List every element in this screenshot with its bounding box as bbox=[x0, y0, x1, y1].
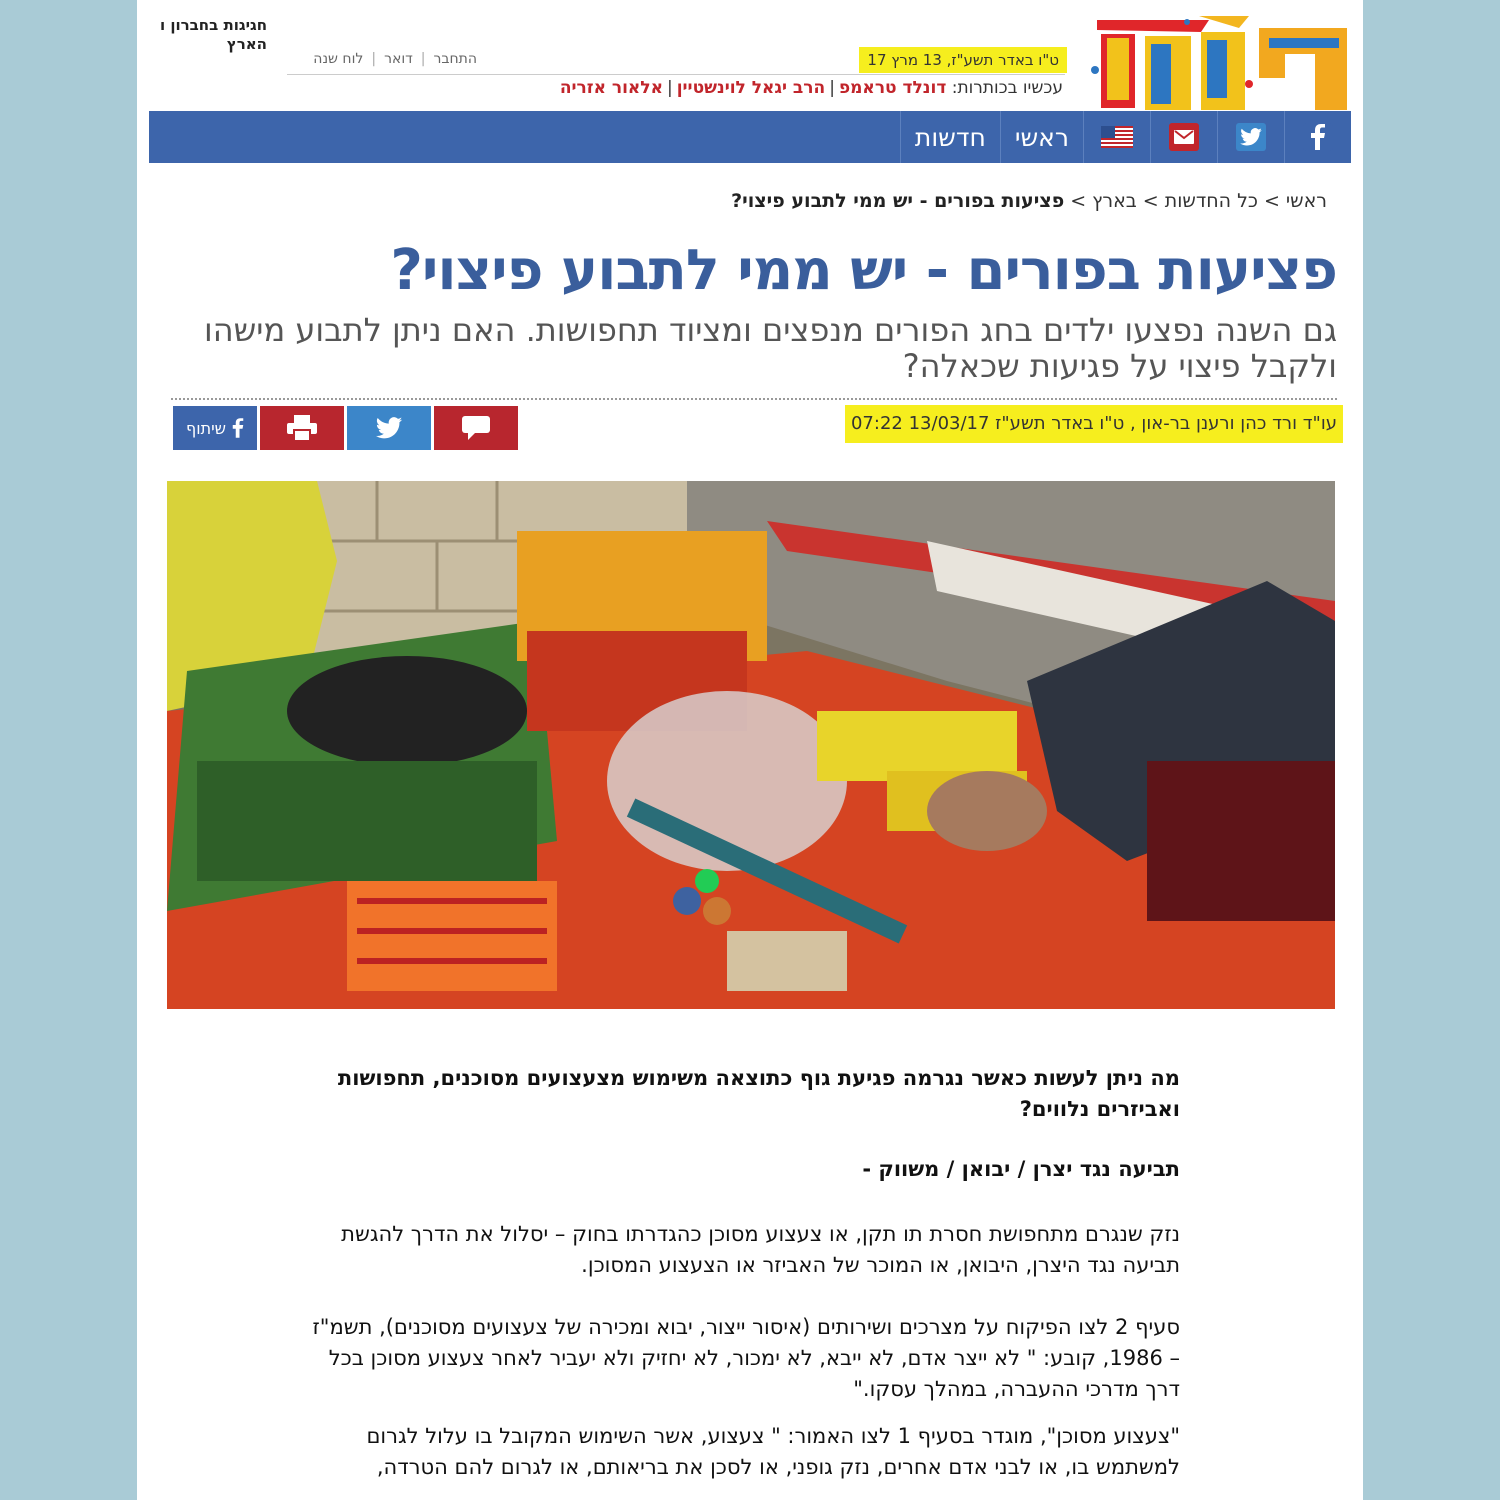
article-question: מה ניתן לעשות כאשר נגרמה פגיעת גוף כתוצאה משימוש מצעצועים מסוכנים, תחפושות ואביזרים נלווים? bbox=[337, 1066, 1180, 1121]
breadcrumb-all-news[interactable]: כל החדשות bbox=[1164, 190, 1258, 212]
hot-topic-link[interactable]: דונלד טראמפ bbox=[838, 78, 947, 98]
twitter-icon bbox=[1236, 123, 1266, 151]
nav-english[interactable] bbox=[1083, 111, 1150, 163]
mail-link[interactable]: דואר bbox=[384, 51, 413, 67]
separator: | bbox=[829, 78, 835, 98]
nav-mail[interactable] bbox=[1150, 111, 1217, 163]
article-subtitle: גם השנה נפצעו ילדים בחג הפורים מנפצים ומציוד תחפושות. האם ניתן לתבוע מישהו ולקבל פיצוי על פגיעות שכאלה? bbox=[204, 311, 1337, 385]
nav-twitter[interactable] bbox=[1217, 111, 1284, 163]
main-nav bbox=[149, 111, 1351, 163]
breadcrumb-separator: > bbox=[1142, 190, 1159, 212]
breadcrumb bbox=[731, 190, 1327, 212]
comments-button[interactable] bbox=[434, 406, 518, 450]
calendar-link[interactable]: לוח שנה bbox=[313, 51, 364, 67]
print-icon bbox=[287, 415, 317, 441]
nav-item-home[interactable]: ראשי bbox=[1000, 111, 1083, 163]
hot-topics bbox=[560, 76, 1063, 100]
share-facebook-button[interactable] bbox=[173, 406, 257, 450]
us-flag-icon bbox=[1101, 126, 1133, 148]
breadcrumb-israel[interactable]: בארץ bbox=[1092, 190, 1137, 212]
top-links bbox=[287, 48, 477, 70]
share-label: שיתוף bbox=[185, 418, 227, 438]
article-body bbox=[300, 1063, 1180, 1483]
article-heading: תביעה נגד יצרן / יבואן / משווק - bbox=[862, 1157, 1180, 1181]
article-photo bbox=[167, 481, 1335, 1009]
mail-icon bbox=[1169, 123, 1199, 151]
share-bar bbox=[173, 406, 518, 450]
facebook-icon bbox=[1303, 123, 1333, 151]
article-paragraph: סעיף 2 לצו הפיקוח על מצרכים ושירותים (איסור ייצור, יבוא ומכירה של צעצועים מסוכנים), תשמ"ז – 1986, קובע: " לא ייצר אדם, לא ייבא, לא ימכור, לא יחזיק ולא יעביר לאחר צעצוע מסוכן בכל דרך מדרכי ההעברה, במהלך עסקו." bbox=[312, 1315, 1180, 1401]
article-title: פציעות בפורים - יש ממי לתבוע פיצוי? bbox=[390, 238, 1337, 303]
divider bbox=[287, 74, 1065, 75]
header-date: ט"ו באדר תשע"ז, 13 מרץ 17 bbox=[859, 47, 1067, 73]
comment-icon bbox=[462, 416, 490, 440]
breadcrumb-separator: > bbox=[1070, 190, 1087, 212]
twitter-icon bbox=[375, 417, 403, 439]
hot-topic-link[interactable]: אלאור אזריה bbox=[559, 78, 663, 98]
divider bbox=[171, 398, 1337, 400]
breadcrumb-home[interactable]: ראשי bbox=[1285, 190, 1327, 212]
hot-topics-label: עכשיו בכותרות: bbox=[951, 78, 1063, 98]
hot-topic-link[interactable]: הרב יגאל לוינשטיין bbox=[676, 78, 826, 98]
separator: | bbox=[420, 51, 426, 67]
article-paragraph: נזק שנגרם מתחפושת חסרת תו תקן, או צעצוע מסוכן כהגדרתו בחוק – יסלול את הדרך להגשת תביעה נגד היצרן, היבואן, או המוכר של האביזר או הצעצוע המסוכן. bbox=[341, 1222, 1180, 1277]
breadcrumb-current: פציעות בפורים - יש ממי לתבוע פיצוי? bbox=[731, 190, 1065, 212]
page bbox=[137, 0, 1363, 1500]
nav-item-news[interactable]: חדשות bbox=[900, 111, 1000, 163]
site-logo[interactable] bbox=[1089, 14, 1351, 114]
facebook-icon bbox=[232, 417, 244, 439]
article-paragraph: "צעצוע מסוכן", מוגדר בסעיף 1 לצו האמור: " צעצוע, אשר השימוש המקובל בו עלול לגרום למשתמש בו, או לבני אדם אחרים, נזק גופני, או לסכן את בריאותם, או לגרום להם הטרדה, bbox=[366, 1424, 1180, 1479]
corner-headline[interactable]: חגיגות בחברון ו הארץ bbox=[159, 16, 267, 53]
breadcrumb-separator: > bbox=[1263, 190, 1280, 212]
share-twitter-button[interactable] bbox=[347, 406, 431, 450]
separator: | bbox=[371, 51, 377, 67]
print-button[interactable] bbox=[260, 406, 344, 450]
separator: | bbox=[666, 78, 673, 98]
nav-facebook[interactable] bbox=[1284, 111, 1351, 163]
article-byline: עו"ד ורד כהן ורענן בר-און , ט"ו באדר תשע"ז 13/03/17 07:22 bbox=[845, 405, 1343, 443]
login-link[interactable]: התחבר bbox=[433, 51, 477, 67]
